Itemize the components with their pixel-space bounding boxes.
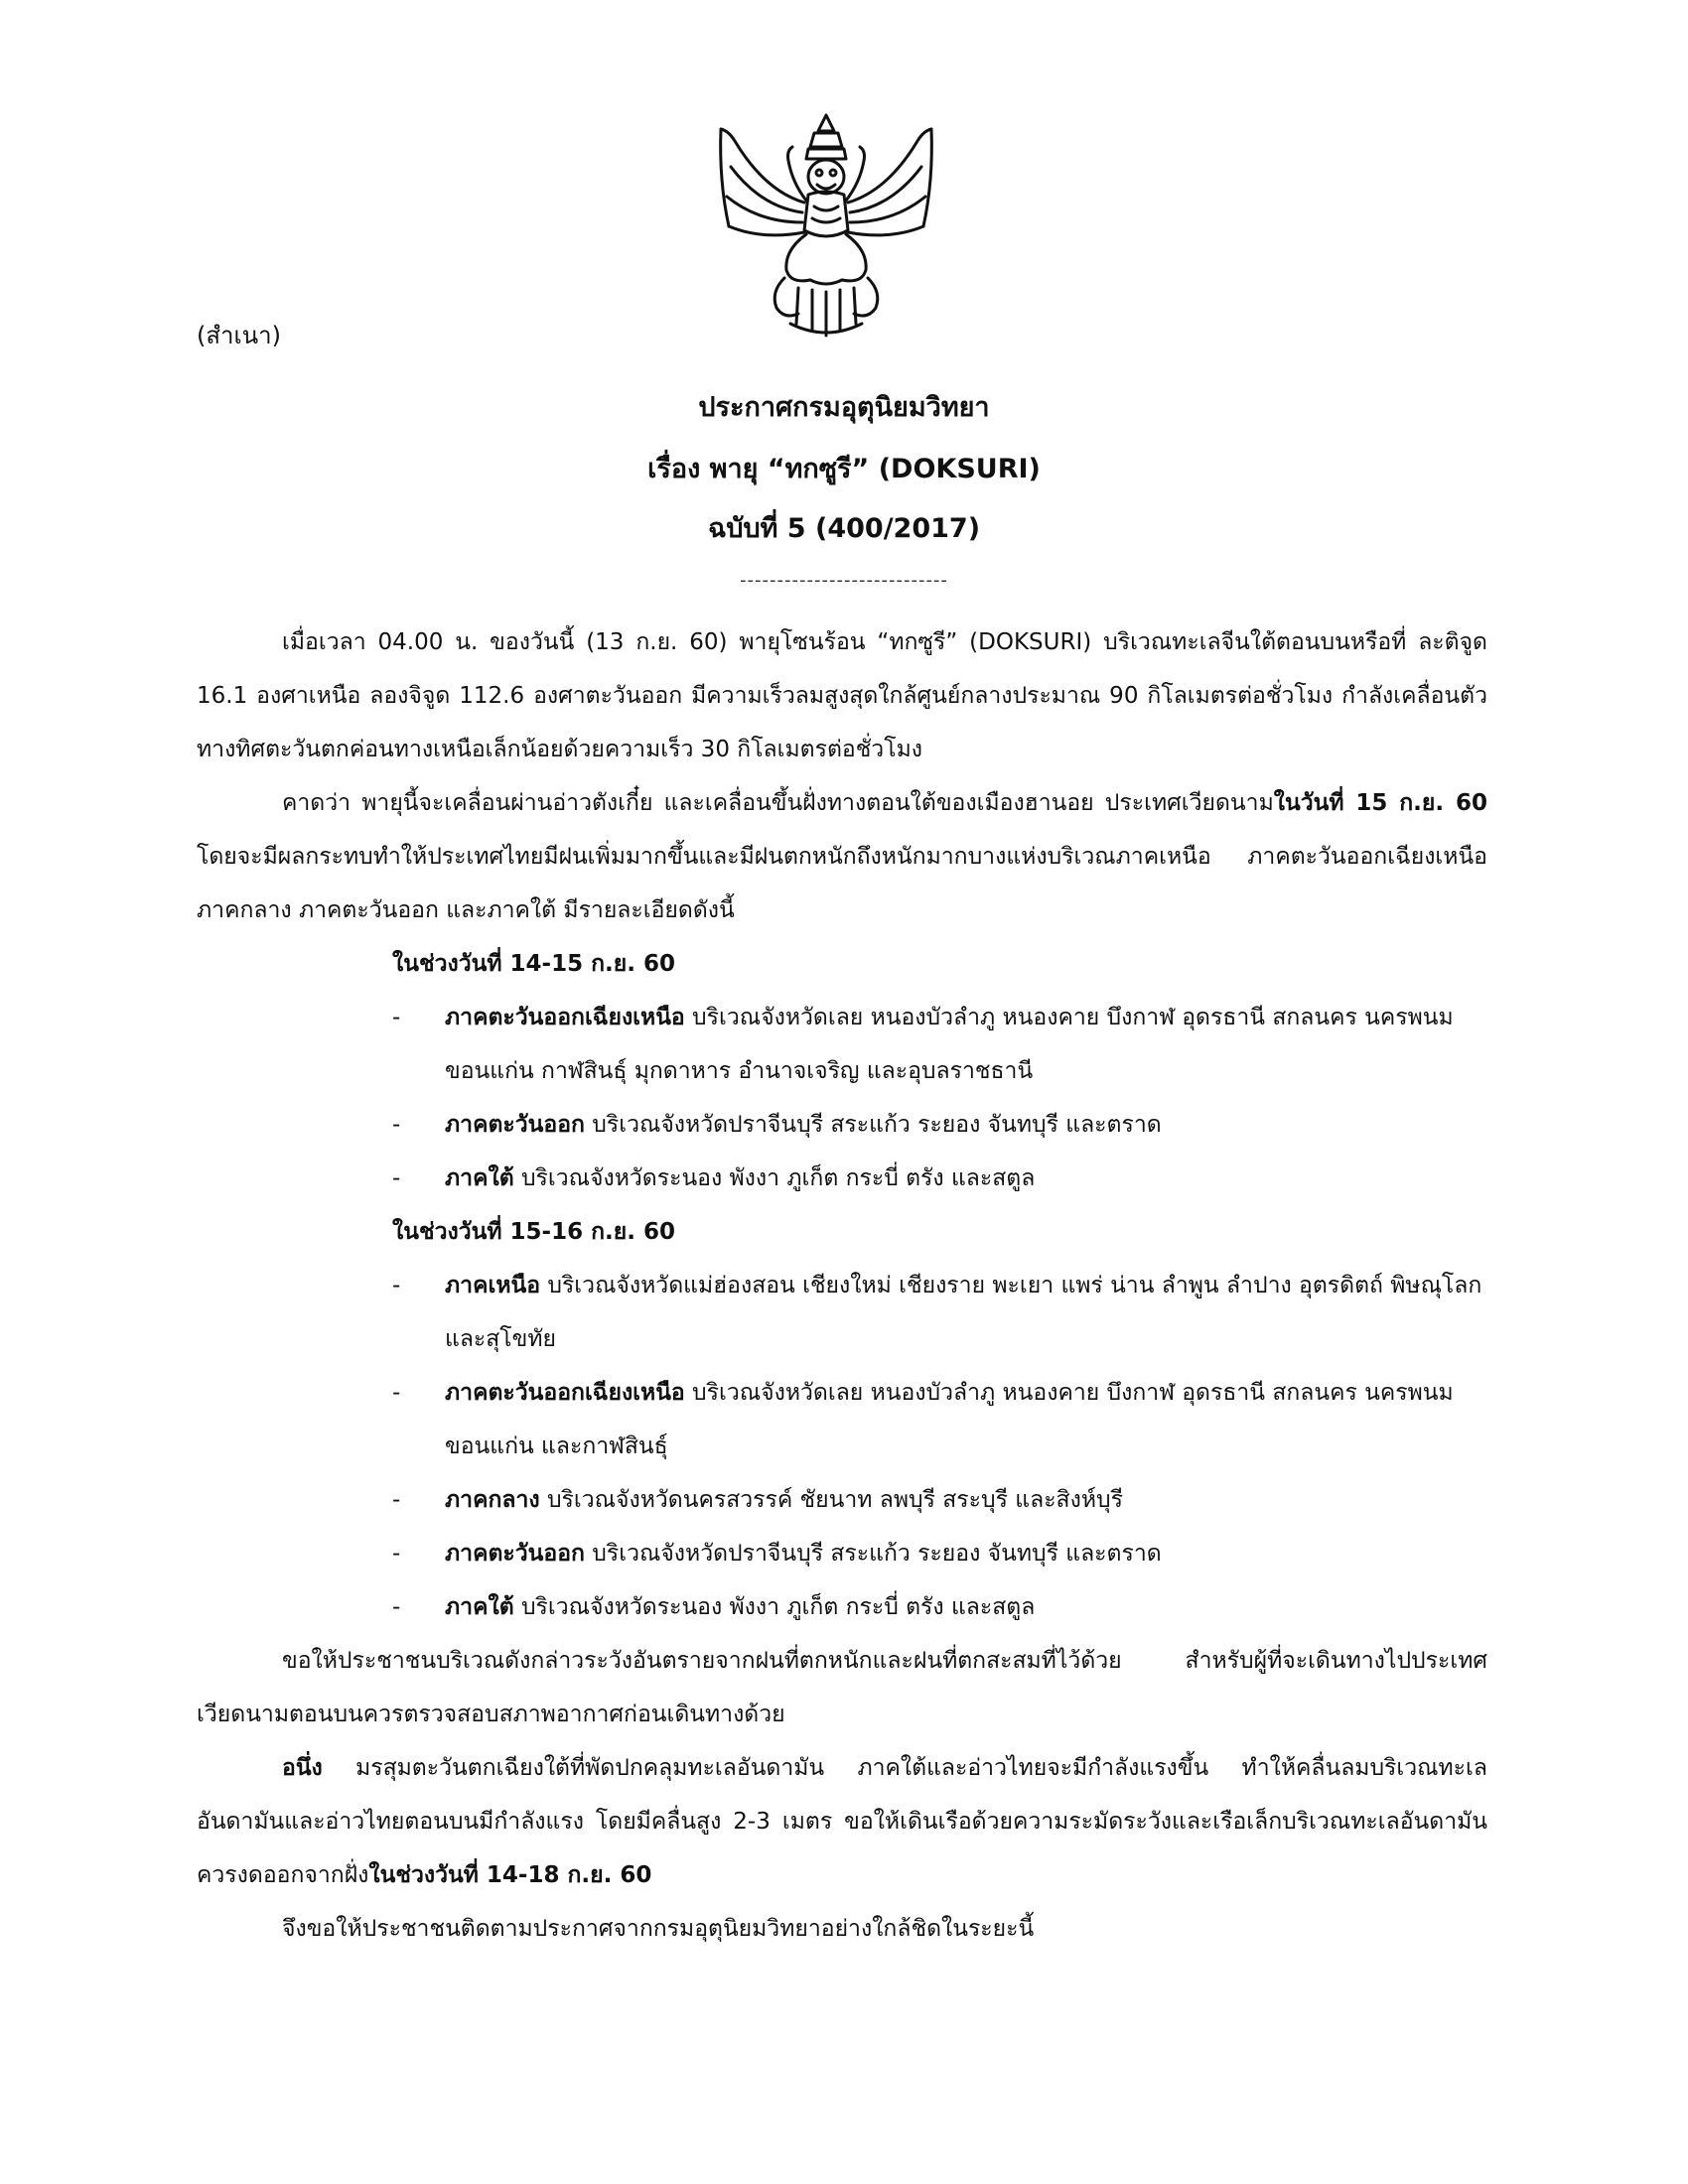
bullet-dash: - (392, 1112, 401, 1138)
region-name: ภาคตะวันออก (445, 1112, 585, 1138)
period-heading-1: ในช่วงวันที่ 14-15 ก.ย. 60 (392, 951, 675, 977)
copy-label: (สำเนา) (197, 322, 281, 349)
region-name: ภาคเหนือ (445, 1273, 541, 1298)
announcement-title: ประกาศกรมอุตุนิยมวิทยา (698, 392, 990, 423)
announcement-issue: ฉบับที่ 5 (400/2017) (707, 513, 981, 544)
list-item (197, 991, 1487, 1098)
title-divider: ---------------------------- (740, 570, 948, 591)
forecast-text-before: คาดว่า พายุนี้จะเคลื่อนผ่านอ่าวตังเกี๋ย และเคลื่อนขึ้นฝั่งทางตอนใต้ของเมืองฮานอย ประเทศเวียดนาม (282, 790, 1274, 816)
bullet-dash: - (392, 1487, 401, 1513)
region-name: ภาคกลาง (445, 1487, 540, 1513)
region-name: ภาคตะวันออกเฉียงเหนือ (445, 1380, 685, 1406)
garuda-emblem-icon (715, 111, 938, 341)
region-areas: บริเวณจังหวัดแม่ฮ่องสอน เชียงใหม่ เชียงราย พะเยา แพร่ น่าน ลำพูน ลำปาง อุตรดิตถ์ พิษณุโลก และสุโขทัย (445, 1273, 1482, 1352)
list-item (197, 1580, 1487, 1634)
region-areas: บริเวณจังหวัดเลย หนองบัวลำภู หนองคาย บึงกาฬ อุดรธานี สกลนคร นครพนม ขอนแก่น กาฬสินธุ์ มุกดาหาร อำนาจเจริญ และอุบลราชธานี (445, 1005, 1454, 1084)
paragraph-forecast (197, 776, 1487, 937)
monsoon-lead: อนึ่ง (282, 1755, 323, 1781)
region-areas: บริเวณจังหวัดระนอง พังงา ภูเก็ต กระบี่ ตรัง และสตูล (513, 1594, 1036, 1620)
paragraph-closing: จึงขอให้ประชาชนติดตามประกาศจากกรมอุตุนิยมวิทยาอย่างใกล้ชิดในระยะนี้ (282, 1916, 1035, 1942)
monsoon-text: มรสุมตะวันตกเฉียงใต้ที่พัดปกคลุมทะเลอันดามัน ภาคใต้และอ่าวไทยจะมีกำลังแรงขึ้น ทำให้คลื่นลมบริเวณทะเลอันดามันและอ่าวไทยตอนบนมีกำลังแรง โดยมีคลื่นสูง 2-3 เมตร ขอให้เดินเรือด้วยความระมัดระวังและเรือเล็กบริเวณทะเลอันดามันควรงดออกจากฝั่ง (197, 1755, 1487, 1888)
forecast-text-after: โดยจะมีผลกระทบทำให้ประเทศไทยมีฝนเพิ่มมากขึ้นและมีฝนตกหนักถึงหนักมากบางแห่งบริเวณภาคเหนือ ภาคตะวันออกเฉียงเหนือ ภาคกลาง ภาคตะวันออก และภาคใต้ มีรายละเอียดดังนี้ (197, 844, 1487, 923)
landfall-date: ในวันที่ 15 ก.ย. 60 (1273, 790, 1487, 816)
paragraph-warning: ขอให้ประชาชนบริเวณดังกล่าวระวังอันตรายจากฝนที่ตกหนักและฝนที่ตกสะสมที่ไว้ด้วย สำหรับผู้ที่จะเดินทางไปประเทศเวียดนามตอนบนควรตรวจสอบสภาพอากาศก่อนเดินทางด้วย (197, 1648, 1487, 1727)
region-areas: บริเวณจังหวัดปราจีนบุรี สระแก้ว ระยอง จันทบุรี และตราด (584, 1112, 1162, 1138)
bullet-dash: - (392, 1165, 401, 1191)
bullet-dash: - (392, 1594, 401, 1620)
list-item (197, 1527, 1487, 1580)
region-name: ภาคใต้ (445, 1165, 514, 1191)
paragraph-current-position: เมื่อเวลา 04.00 น. ของวันนี้ (13 ก.ย. 60) พายุโซนร้อน “ทกซูรี” (DOKSURI) บริเวณทะเลจีนใต้ตอนบนหรือที่ ละติจูด 16.1 องศาเหนือ ลองจิจูด 112.6 องศาตะวันออก มีความเร็วลมสูงสุดใกล้ศูนย์กลางประมาณ 90 กิโลเมตรต่อชั่วโมง กำลังเคลื่อนตัวทางทิศตะวันตกค่อนทางเหนือเล็กน้อยด้วยความเร็ว 30 กิโลเมตรต่อชั่วโมง (197, 629, 1487, 762)
monsoon-period: ในช่วงวันที่ 14-18 ก.ย. 60 (368, 1862, 652, 1888)
list-item (197, 1473, 1487, 1527)
paragraph-monsoon (197, 1741, 1487, 1902)
list-item (197, 1259, 1487, 1366)
announcement-body (197, 615, 1487, 1956)
region-areas: บริเวณจังหวัดเลย หนองบัวลำภู หนองคาย บึงกาฬ อุดรธานี สกลนคร นครพนม ขอนแก่น และกาฬสินธุ์ (445, 1380, 1454, 1459)
bullet-dash: - (392, 1541, 401, 1567)
region-name: ภาคตะวันออก (445, 1541, 585, 1567)
list-item (197, 1098, 1487, 1152)
list-item (197, 1152, 1487, 1205)
region-name: ภาคใต้ (445, 1594, 514, 1620)
region-areas: บริเวณจังหวัดปราจีนบุรี สระแก้ว ระยอง จันทบุรี และตราด (584, 1541, 1162, 1567)
bullet-dash: - (392, 1380, 401, 1406)
period-heading-2: ในช่วงวันที่ 15-16 ก.ย. 60 (392, 1219, 675, 1245)
region-areas: บริเวณจังหวัดระนอง พังงา ภูเก็ต กระบี่ ตรัง และสตูล (513, 1165, 1036, 1191)
bullet-dash: - (392, 1005, 401, 1030)
bullet-dash: - (392, 1273, 401, 1298)
list-item (197, 1366, 1487, 1473)
region-areas: บริเวณจังหวัดนครสวรรค์ ชัยนาท ลพบุรี สระบุรี และสิงห์บุรี (539, 1487, 1123, 1513)
region-name: ภาคตะวันออกเฉียงเหนือ (445, 1005, 685, 1030)
announcement-subject: เรื่อง พายุ “ทกซูรี” (DOKSURI) (647, 454, 1041, 484)
